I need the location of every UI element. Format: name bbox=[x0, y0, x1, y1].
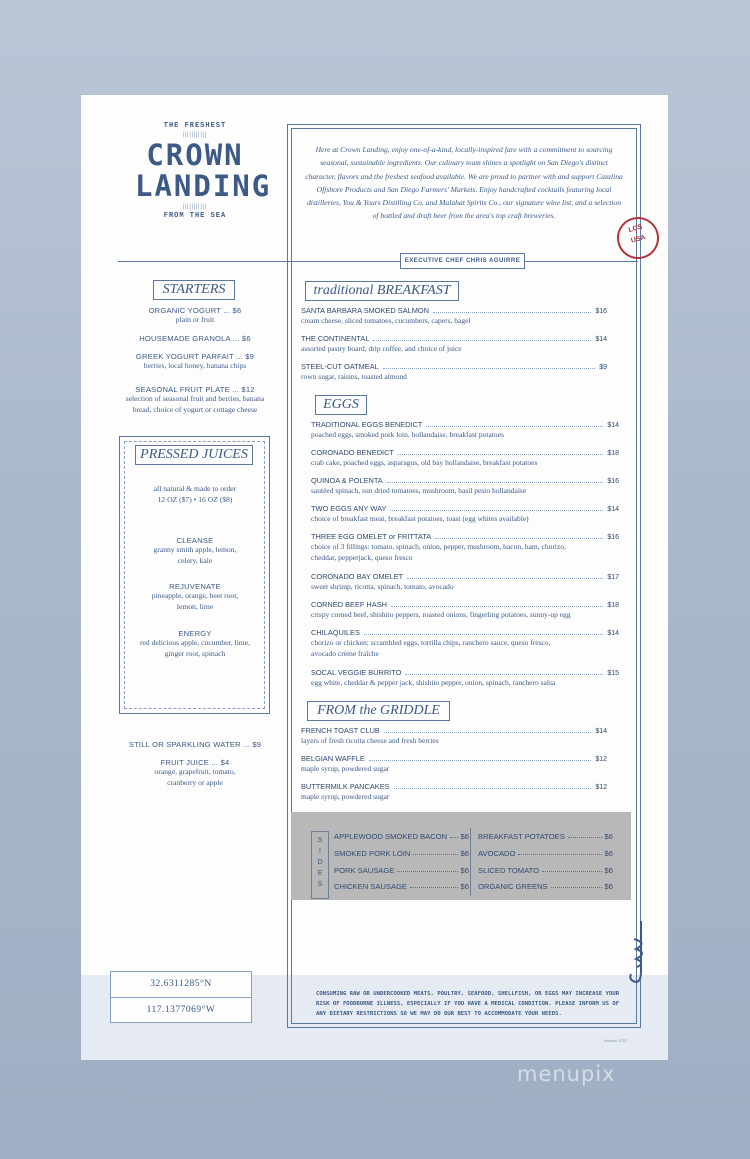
item-desc: choice of 3 fillings: tomato, spinach, onion, pepper, mushroom, bacon, ham, chorizo, cheddar, pepperjack, queso fresco bbox=[311, 542, 566, 562]
item-price: $14 bbox=[595, 728, 607, 735]
item-name: SEASONAL FRUIT PLATE ... $12 bbox=[135, 385, 255, 394]
side-price: $6 bbox=[460, 849, 469, 858]
latitude: 32.6311285°N bbox=[150, 979, 212, 989]
stamp-line2: USA bbox=[630, 234, 647, 245]
item-desc: layers of fresh ricotta cheese and fresh berries bbox=[301, 736, 439, 745]
item-desc: granny smith apple, lemon, celery, kale bbox=[153, 545, 237, 565]
juices-sizes: 12 OZ ($7) • 16 OZ ($8) bbox=[157, 494, 233, 504]
starter-item bbox=[120, 306, 270, 326]
juices-note-text: all natural & made to order bbox=[153, 484, 237, 493]
side-item bbox=[334, 866, 469, 875]
starter-item bbox=[120, 385, 270, 415]
side-name: PORK SAUSAGE bbox=[334, 866, 395, 875]
item-desc: rown sugar, raisins, toasted almond bbox=[301, 372, 407, 381]
item-price: $12 bbox=[595, 784, 607, 791]
juice-item bbox=[120, 536, 270, 566]
side-price: $6 bbox=[604, 849, 613, 858]
item-name: STEEL-CUT OATMEAL bbox=[301, 362, 379, 371]
menu-item bbox=[301, 334, 607, 355]
stamp-line1: LCS bbox=[627, 223, 644, 235]
side-item bbox=[478, 866, 613, 875]
item-name: ORGANIC YOGURT ... $6 bbox=[148, 306, 242, 315]
item-name: CLEANSE bbox=[176, 536, 214, 545]
starter-item bbox=[120, 352, 270, 372]
item-name: GREEK YOGURT PARFAIT ... $9 bbox=[135, 352, 255, 361]
coordinates-box bbox=[110, 971, 252, 1023]
side-price: $6 bbox=[604, 882, 613, 891]
side-item bbox=[334, 849, 469, 858]
item-name: TRADITIONAL EGGS BENEDICT bbox=[311, 420, 423, 429]
item-price: $9 bbox=[599, 364, 607, 371]
fish-hook-icon bbox=[628, 919, 654, 991]
brand-bars: ||||||||||| bbox=[182, 204, 208, 210]
item-name: SOCAL VEGGIE BURRITO bbox=[311, 668, 402, 677]
side-name: ORGANIC GREENS bbox=[478, 882, 548, 891]
side-price: $6 bbox=[460, 882, 469, 891]
sides-letter: D bbox=[317, 859, 323, 866]
food-safety-warning: CONSUMING RAW OR UNDERCOOKED MEATS, POULTRY, SEAFOOD, SHELLFISH, OR EGGS MAY INCREASE YOUR RISK OF FOODBORNE ILLNESS, ESPECIALLY IF YOU HAVE A MEDICAL CONDITION. PLEASE INFORM US OF ANY DIETARY RESTRICTIONS SO WE MAY DO OUR BEST TO ACCOMMODATE YOUR NEEDS. bbox=[316, 991, 620, 1017]
menu-item bbox=[301, 362, 607, 383]
drink-item bbox=[120, 740, 270, 749]
side-name: BREAKFAST POTATOES bbox=[478, 832, 565, 841]
item-name: QUINOA & POLENTA bbox=[311, 476, 383, 485]
intro-text: Here at Crown Landing, enjoy one-of-a-kind, locally-inspired fare with a commitment to sourcing seasonal, sustainable ingredients. Our culinary team shines a spotlight on San Diego's distinct character, flavors and the freshest seafood available. We are proud to partner with and support Catalina Offshore Products and San Diego Farmers' Markets. Enjoy handcrafted cocktails featuring local distilleries, You & Yours Distilling Co. and Malahat Spirits Co., our signature wine list, and a selection of bottled and draft beer from the area's top craft breweries. bbox=[305, 145, 623, 221]
sides-divider bbox=[470, 828, 471, 896]
sides-label bbox=[311, 831, 329, 899]
brand-name-line1: CROWN bbox=[146, 138, 244, 172]
item-name: THE CONTINENTAL bbox=[301, 334, 370, 343]
side-item bbox=[334, 882, 469, 891]
item-name: REJUVENATE bbox=[169, 582, 221, 591]
brand-logo bbox=[135, 122, 272, 220]
side-item bbox=[478, 882, 613, 891]
item-desc: maple syrup, powdered sugar bbox=[301, 764, 390, 773]
item-name: FRUIT JUICE ... $4 bbox=[160, 758, 230, 767]
item-desc: plain or fruit bbox=[175, 315, 215, 324]
side-name: CHICKEN SAUSAGE bbox=[334, 882, 408, 891]
item-desc: sweet shrimp, ricotta, spinach, tomato, avocado bbox=[311, 582, 454, 591]
item-desc: orange, grapefruit, tomato, cranberry or apple bbox=[154, 767, 236, 787]
item-name: STILL OR SPARKLING WATER ... $9 bbox=[128, 740, 262, 749]
eggs-header: EGGS bbox=[315, 395, 367, 415]
item-name: CORONADO BENEDICT bbox=[311, 448, 394, 457]
breakfast-header: traditional BREAKFAST bbox=[305, 281, 459, 301]
item-desc: selection of seasonal fruit and berries, banana bread, choice of yogurt or cottage cheese bbox=[125, 394, 265, 414]
sides-letter: E bbox=[317, 870, 323, 877]
menu-item bbox=[311, 600, 619, 621]
item-desc: poached eggs, smoked pork loin, hollandaise, breakfast potatoes bbox=[311, 430, 504, 439]
juices-box-inner bbox=[124, 441, 265, 709]
item-name: HOUSEMADE GRANOLA ... $6 bbox=[139, 334, 251, 343]
item-desc: cream cheese, sliced tomatoes, cucumbers, capers, bagel bbox=[301, 316, 471, 325]
item-name: BUTTERMILK PANCAKES bbox=[301, 782, 390, 791]
item-name: BELGIAN WAFFLE bbox=[301, 754, 365, 763]
item-price: $17 bbox=[607, 574, 619, 581]
item-price: $16 bbox=[595, 308, 607, 315]
item-desc: egg white, cheddar & pepper jack, shishito pepper, onion, spinach, ranchero salsa bbox=[311, 678, 556, 687]
side-item bbox=[478, 849, 613, 858]
starters-header: STARTERS bbox=[153, 280, 235, 300]
side-name: SLICED TOMATO bbox=[478, 866, 540, 875]
menu-item bbox=[311, 420, 619, 441]
side-price: $6 bbox=[460, 832, 469, 841]
item-price: $14 bbox=[607, 506, 619, 513]
item-desc: berries, local honey, banana chips bbox=[143, 361, 247, 370]
item-price: $12 bbox=[595, 756, 607, 763]
sides-letter: S bbox=[317, 881, 323, 888]
brand-bars: ||||||||||| bbox=[182, 132, 208, 138]
item-desc: crispy corned beef, shishito peppers, roasted onions, fingerling potatoes, sunny-up egg bbox=[311, 610, 571, 619]
item-name: THREE EGG OMELET or FRITTATA bbox=[311, 532, 432, 541]
menu-item bbox=[311, 668, 619, 689]
item-price: $16 bbox=[607, 534, 619, 541]
item-desc: chorizo or chicken; scrambled eggs, tortilla chips, ranchero sauce, queso fresco, avocado crème fraîche bbox=[311, 638, 551, 658]
item-name: CORONADO BAY OMELET bbox=[311, 572, 404, 581]
item-price: $14 bbox=[607, 422, 619, 429]
item-desc: sautéed spinach, sun dried tomatoes, mushroom, basil pesto hollandaise bbox=[311, 486, 527, 495]
item-price: $15 bbox=[607, 670, 619, 677]
juice-item bbox=[120, 629, 270, 659]
item-price: $18 bbox=[607, 450, 619, 457]
drink-item bbox=[120, 758, 270, 788]
menu-item bbox=[301, 306, 607, 327]
item-price: $16 bbox=[607, 478, 619, 485]
item-name: TWO EGGS ANY WAY bbox=[311, 504, 387, 513]
item-name: FRENCH TOAST CLUB bbox=[301, 726, 380, 735]
side-price: $6 bbox=[604, 832, 613, 841]
side-item bbox=[478, 832, 613, 841]
item-price: $14 bbox=[607, 630, 619, 637]
juices-note bbox=[120, 484, 270, 505]
menu-item bbox=[301, 754, 607, 775]
menu-item bbox=[311, 572, 619, 593]
sides-letter: I bbox=[319, 848, 321, 855]
item-desc: red delicious apple, cucumber, lime, ginger root, spinach bbox=[140, 638, 250, 658]
menu-item bbox=[301, 782, 607, 803]
item-name: ENERGY bbox=[178, 629, 212, 638]
longitude: 117.1377069°W bbox=[111, 997, 251, 1023]
item-desc: maple syrup, powdered sugar bbox=[301, 792, 390, 801]
menu-item bbox=[301, 726, 607, 747]
menu-item bbox=[311, 504, 619, 525]
executive-chef-label: EXECUTIVE CHEF CHRIS AGUIRRE bbox=[400, 253, 525, 269]
sides-letter: S bbox=[317, 837, 323, 844]
griddle-header: FROM the GRIDDLE bbox=[307, 701, 450, 721]
item-desc: pineapple, orange, beet root, lemon, lime bbox=[151, 591, 239, 611]
juices-header: PRESSED JUICES bbox=[135, 445, 253, 465]
item-name: SANTA BARBARA SMOKED SALMON bbox=[301, 306, 429, 315]
season-label: Summer 2018 bbox=[604, 1038, 627, 1043]
item-name: CORNED BEEF HASH bbox=[311, 600, 387, 609]
item-name: CHILAQUILES bbox=[311, 628, 360, 637]
item-desc: crab cake, poached eggs, asparagus, old bay hollandaise, breakfast potatoes bbox=[311, 458, 538, 467]
item-price: $18 bbox=[607, 602, 619, 609]
item-desc: choice of breakfast meat, breakfast potatoes, toast (egg whites available) bbox=[311, 514, 529, 523]
side-name: AVOCADO bbox=[478, 849, 516, 858]
brand-tagline-top: THE FRESHEST bbox=[163, 122, 227, 130]
side-name: SMOKED PORK LOIN bbox=[334, 849, 411, 858]
side-price: $6 bbox=[460, 866, 469, 875]
starter-item bbox=[120, 334, 270, 343]
menu-item bbox=[311, 476, 619, 497]
side-name: APPLEWOOD SMOKED BACON bbox=[334, 832, 448, 841]
item-price: $14 bbox=[595, 336, 607, 343]
brand-tagline-bottom: FROM THE SEA bbox=[163, 212, 227, 220]
side-price: $6 bbox=[604, 866, 613, 875]
juice-item bbox=[120, 582, 270, 612]
menu-item bbox=[311, 448, 619, 469]
side-item bbox=[334, 832, 469, 841]
menu-item bbox=[311, 532, 619, 563]
menupix-watermark: menupix bbox=[517, 1062, 616, 1086]
item-desc: assorted pastry board, drip coffee, and choice of juice bbox=[301, 344, 462, 353]
menu-item bbox=[311, 628, 619, 659]
brand-name-line2: LANDING bbox=[135, 169, 272, 203]
